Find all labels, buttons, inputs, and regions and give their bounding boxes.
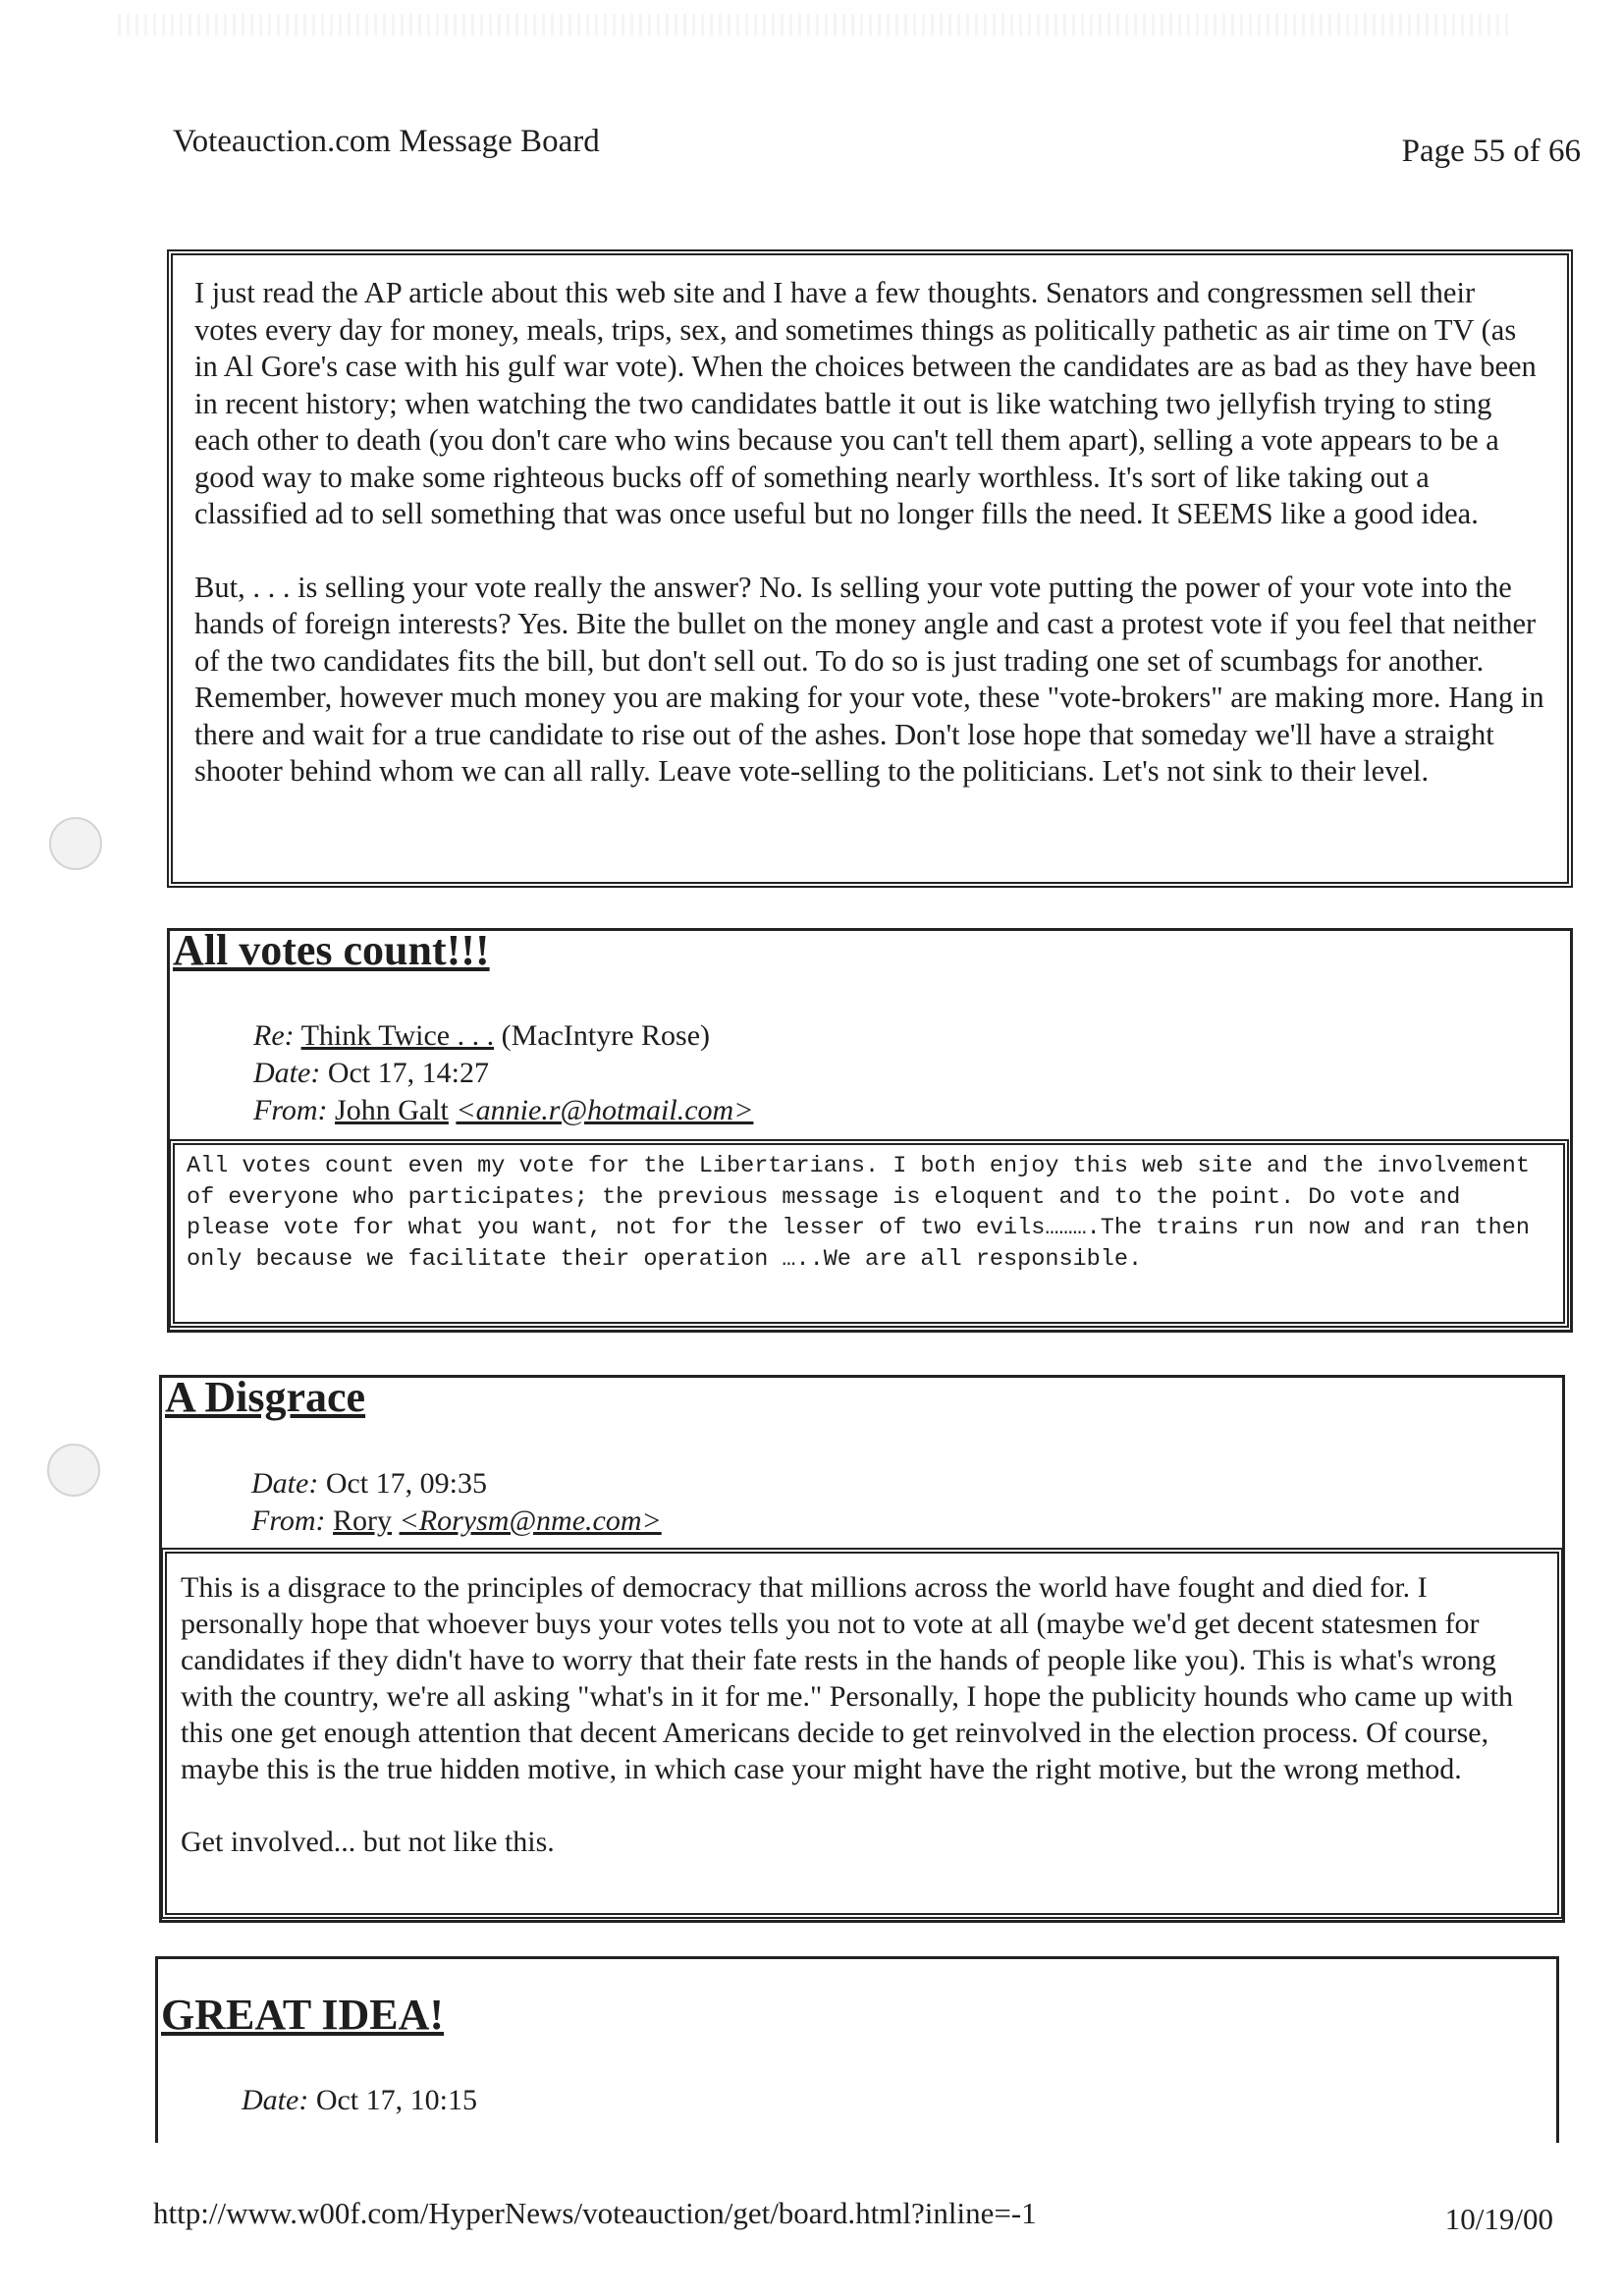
- post-title: GREAT IDEA!: [161, 1991, 445, 2039]
- page-header-site: Voteauction.com Message Board: [173, 124, 600, 159]
- post-meta: [253, 1017, 753, 1129]
- post-meta: [242, 2082, 477, 2119]
- post-date: Oct 17, 10:15: [315, 2084, 477, 2116]
- from-label: From:: [251, 1504, 326, 1537]
- author-link[interactable]: Rory: [333, 1504, 393, 1537]
- author-email-link[interactable]: <annie.r@hotmail.com>: [456, 1094, 754, 1126]
- post-body: [169, 1139, 1569, 1328]
- punch-hole: [49, 817, 102, 870]
- post-paragraph-1: This is a disgrace to the principles of democracy that millions across the world have fought and died for. I personally hope that whoever buys your votes tells you not to vote at all (maybe we'd get decent statesmen for candidates if they didn't have to worry that their fate rests in the hands of people like you). This is what's wrong with the country, we're all asking "what's in it for me." Personally, I hope the publicity hounds who came up with this one get enough attention that decent Americans decide to get reinvolved in the election process. Of course, maybe this is the true hidden motive, in which case your might have the right motive, but the wrong method.: [181, 1571, 1513, 1785]
- post-date: Oct 17, 09:35: [325, 1467, 487, 1500]
- post-paragraph-2: Get involved... but not like this.: [181, 1826, 555, 1858]
- re-author: (MacIntyre Rose): [501, 1019, 711, 1052]
- post-title: A Disgrace: [165, 1373, 366, 1421]
- post-body: [161, 1548, 1563, 1919]
- from-label: From:: [253, 1094, 328, 1126]
- re-link[interactable]: Think Twice . . .: [300, 1019, 495, 1052]
- author-email-link[interactable]: <Rorysm@nme.com>: [399, 1504, 662, 1537]
- post-date: Oct 17, 14:27: [327, 1057, 489, 1089]
- footer-url: http://www.w00f.com/HyperNews/voteauction/get/board.html?inline=-1: [153, 2196, 1037, 2230]
- date-label: Date:: [253, 1057, 321, 1089]
- post-title: All votes count!!!: [173, 926, 490, 974]
- post-meta: [251, 1465, 662, 1540]
- page-number: Page 55 of 66: [1401, 134, 1581, 169]
- footer-date: 10/19/00: [1444, 2202, 1553, 2236]
- date-label: Date:: [251, 1467, 319, 1500]
- punch-hole: [47, 1444, 100, 1497]
- scan-noise: [118, 14, 1512, 35]
- first-post-paragraph-2: But, . . . is selling your vote really the answer? No. Is selling your vote putting the power of your vote into the hands of foreign interests? Yes. Bite the bullet on the money angle and cast a protest vote if you feel that neither of the two candidates fits the bill, but don't sell out. To do so is just trading one set of scumbags for another. Remember, however much money you are making for your vote, these "vote-brokers" are making more. Hang in there and wait for a true candidate to rise out of the ashes. Don't lose hope that someday we'll have a straight shooter behind whom we can all rally. Leave vote-selling to the politicians. Let's not sink to their level.: [194, 570, 1544, 788]
- first-post-body: [167, 249, 1573, 888]
- first-post-paragraph-1: I just read the AP article about this web site and I have a few thoughts. Senators and congressmen sell their votes every day for money, meals, trips, sex, and sometimes things as politically pathetic as air time on TV (as in Al Gore's case with his gulf war vote). When the choices between the candidates are as bad as they have been in recent history; when watching the two candidates battle it out is like watching two jellyfish trying to sting each other to death (you don't care who wins because you can't tell them apart), selling a vote appears to be a good way to make some righteous bucks off of something nearly worthless. It's sort of like taking out a classified ad to sell something that was once useful but no longer fills the need. It SEEMS like a good idea.: [194, 276, 1537, 530]
- date-label: Date:: [242, 2084, 309, 2116]
- re-label: Re:: [253, 1019, 295, 1052]
- author-link[interactable]: John Galt: [335, 1094, 449, 1126]
- post-body-text: All votes count even my vote for the Libertarians. I both enjoy this web site and the involvement of everyone who participates; the previous message is eloquent and to the point. Do vote and please vote for what you want, not for the lesser of two evils……….The trains run now and ran then only because we facilitate their operation …..We are all responsible.: [187, 1153, 1530, 1273]
